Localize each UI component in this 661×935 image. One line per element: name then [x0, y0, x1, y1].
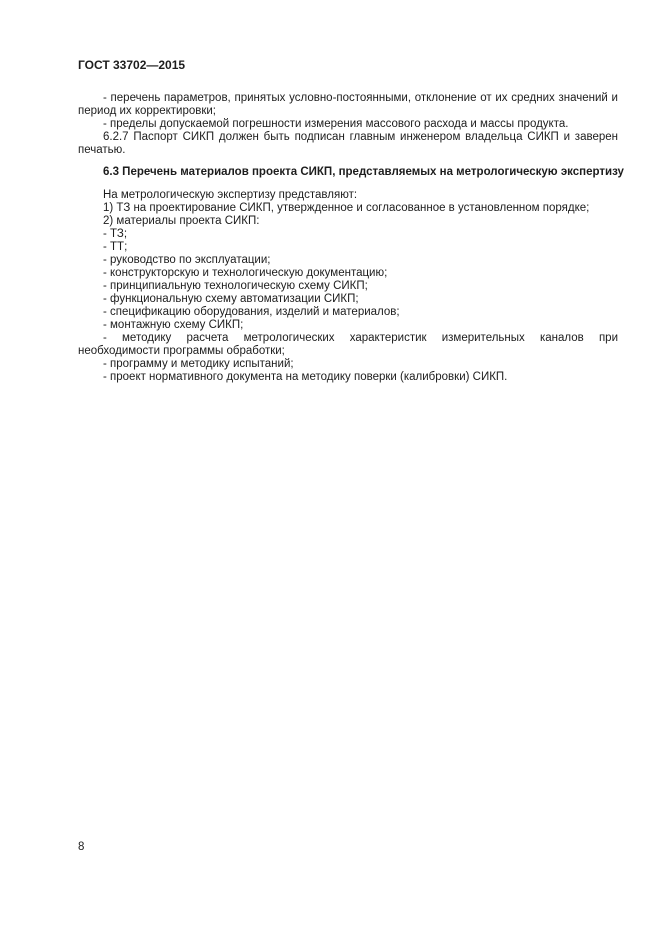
page-number: 8	[78, 841, 85, 853]
list-item: - ТТ;	[103, 241, 128, 253]
list-item: - ТЗ;	[103, 228, 128, 240]
page-content	[78, 58, 624, 384]
document-header: ГОСТ 33702—2015	[78, 58, 186, 72]
list-item: - принципиальную технологическую схему СИКП;	[103, 280, 368, 292]
list-item: - проект нормативного документа на методику поверки (калибровки) СИКП.	[103, 371, 508, 383]
paragraph: - пределы допускаемой погрешности измерения массового расхода и массы продукта.	[103, 118, 569, 130]
list-item: - методику расчета метрологических характеристик измерительных каналов при необходимости программы обработки;	[78, 332, 618, 357]
section-6-2-block	[78, 92, 618, 157]
list-item: - конструкторскую и технологическую документацию;	[103, 267, 388, 279]
list-item: - функциональную схему автоматизации СИКП;	[103, 293, 359, 305]
list-item: - руководство по эксплуатации;	[103, 254, 271, 266]
list-item: - спецификацию оборудования, изделий и материалов;	[103, 306, 400, 318]
paragraph: На метрологическую экспертизу представляют:	[103, 189, 358, 201]
paragraph: - перечень параметров, принятых условно-постоянными, отклонение от их средних значений и период их корректировки;	[78, 92, 618, 117]
section-6-3-block	[78, 189, 618, 384]
paragraph: 6.2.7 Паспорт СИКП должен быть подписан главным инженером владельца СИКП и заверен печатью.	[78, 131, 618, 156]
list-item: 1) ТЗ на проектирование СИКП, утвержденное и согласованное в установленном порядке;	[103, 202, 590, 214]
list-item: 2) материалы проекта СИКП:	[103, 215, 260, 227]
list-item: - программу и методику испытаний;	[103, 358, 294, 370]
list-item: - монтажную схему СИКП;	[103, 319, 244, 331]
section-6-3-heading: 6.3 Перечень материалов проекта СИКП, представляемых на метрологическую экспертизу	[103, 166, 624, 178]
